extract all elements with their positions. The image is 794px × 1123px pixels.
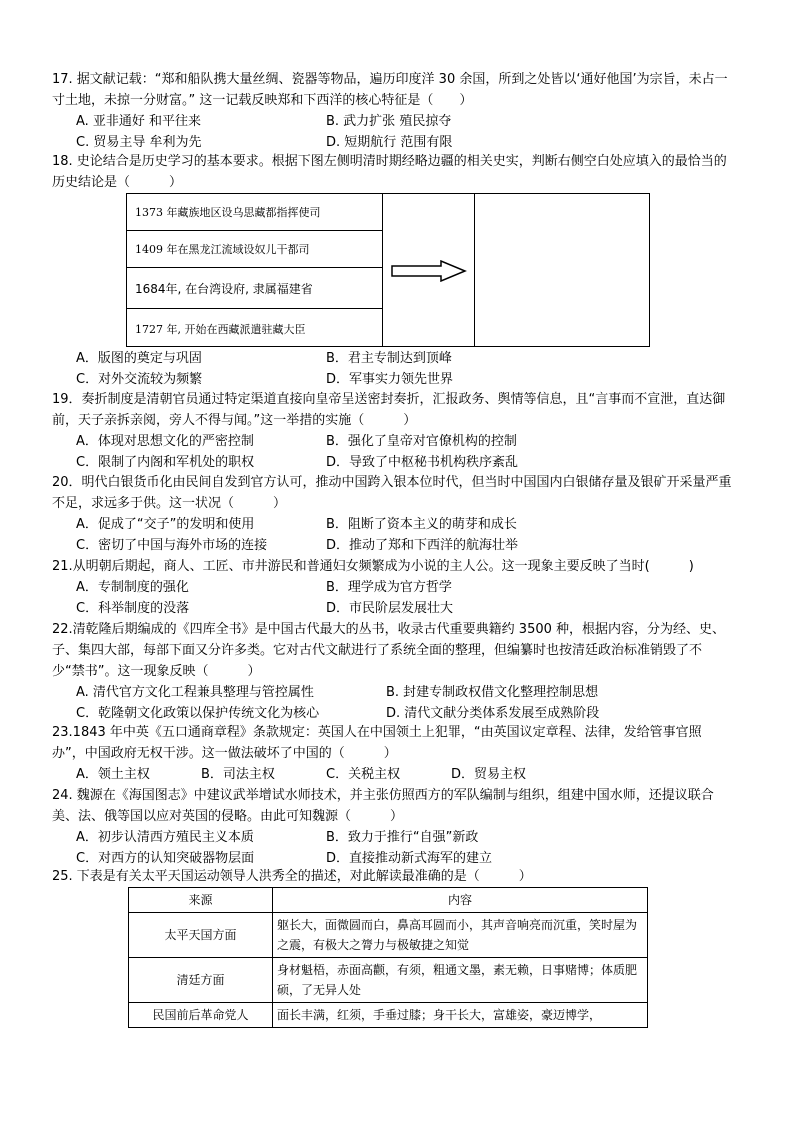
divider xyxy=(127,308,382,309)
question-stem: 19．奏折制度是清朝官员通过特定渠道直接向皇帝呈送密封奏折，汇报政务、舆情等信息，且“言事而不宣泄，直达御前，天子亲拆亲阅，旁人不得与闻。”这一举措的实施（ ） xyxy=(52,392,726,428)
option-list xyxy=(52,682,732,724)
option-list xyxy=(52,514,732,556)
question-stem: 20．明代白银货币化由民间自发到官方认可，推动中国跨入银本位时代，但当时中国国内白银储存量及银矿开采量严重不足，求远多于供。这一状况（ ） xyxy=(52,475,732,511)
question-24 xyxy=(52,785,732,869)
question-21 xyxy=(52,556,732,619)
question-stem: 18. 史论结合是历史学习的基本要求。根据下图左侧明清时期经略边疆的相关史实，判断右侧空白处应填入的最恰当的历史结论是（ ） xyxy=(52,154,727,190)
option-d: D. 清代文献分类体系发展至成熟阶段 xyxy=(386,706,600,721)
q25-table xyxy=(128,887,648,1028)
option-c: C. 贸易主导 牟利为先 xyxy=(76,135,202,150)
right-arrow-icon xyxy=(391,260,467,282)
option-d: D．军事实力领先世界 xyxy=(326,372,454,387)
option-d: D．推动了郑和下西洋的航海壮举 xyxy=(326,538,519,553)
table-row xyxy=(129,913,648,958)
option-a: A. 亚非通好 和平往来 xyxy=(76,114,202,129)
divider xyxy=(127,230,382,231)
option-list xyxy=(52,348,732,390)
option-c: C．对外交流较为频繁 xyxy=(76,372,203,387)
arrow-column xyxy=(383,194,475,346)
question-22 xyxy=(52,619,732,724)
option-list xyxy=(52,111,732,153)
conclusion-blank xyxy=(475,194,649,346)
option-a: A．版图的奠定与巩固 xyxy=(76,351,202,366)
option-d: D．贸易主权 xyxy=(451,767,527,782)
option-b: B．司法主权 xyxy=(201,767,275,782)
question-stem: 22.清乾隆后期编成的《四库全书》是中国古代最大的丛书，收录古代重要典籍约 3500 种，根据内容，分为经、史、子、集四大部，每部下面又分许多类。它对古代文献进行了系统全面的整理，但编纂时也按清廷政治标准销毁了不少“禁书”。这一现象反映（ ） xyxy=(52,622,726,679)
option-a: A．领土主权 xyxy=(76,767,150,782)
option-d: D. 短期航行 范围有限 xyxy=(326,135,453,150)
option-a: A．促成了“交子”的发明和使用 xyxy=(76,517,255,532)
content-cell: 躯长大，面微圆而白，鼻高耳圆而小，其声音响亮而沉重，笑时屋为之震，有极大之膂力与极敏捷之知觉 xyxy=(273,913,648,958)
fact-row: 1373 年藏族地区设乌思藏都指挥使司 xyxy=(135,206,321,219)
option-d: D．市民阶层发展壮大 xyxy=(326,601,454,616)
question-stem: 25. 下表是有关太平天国运动领导人洪秀全的描述，对此解读最准确的是（ ） xyxy=(52,869,532,884)
table-header-row xyxy=(129,888,648,913)
option-c: C．乾隆朝文化政策以保护传统文化为核心 xyxy=(76,706,320,721)
question-stem: 17. 据文献记载：“郑和船队携大量丝绸、瓷器等物品，遍历印度洋 30 余国，所到之处皆以‘通好他国’为宗旨，未占一寸土地，未掠一分财富。” 这一记载反映郑和下西洋的核心特征是（ ） xyxy=(52,72,728,108)
question-18 xyxy=(52,151,732,193)
question-stem: 23.1843 年中英《五口通商章程》条款规定：英国人在中国领土上犯罪，“由英国议定章程、法律，发给管事官照办”，中国政府无权干涉。这一做法破坏了中国的（ ） xyxy=(52,725,702,761)
table-header: 内容 xyxy=(273,888,648,913)
fact-row: 1409 年在黑龙江流域设奴儿干都司 xyxy=(135,243,310,256)
option-c: C．限制了内阁和军机处的职权 xyxy=(76,455,255,470)
fact-column xyxy=(127,194,383,346)
source-cell: 民国前后革命党人 xyxy=(129,1003,273,1028)
option-b: B. 封建专制政权借文化整理控制思想 xyxy=(386,685,599,700)
source-cell: 太平天国方面 xyxy=(129,913,273,958)
q18-figure xyxy=(126,193,650,347)
option-list xyxy=(52,764,732,785)
option-b: B．理学成为官方哲学 xyxy=(326,580,452,595)
question-18-options xyxy=(52,348,732,390)
option-list xyxy=(52,431,732,473)
option-b: B．致力于推行“自强”新政 xyxy=(326,830,479,845)
question-23 xyxy=(52,722,732,785)
option-b: B．阻断了资本主义的萌芽和成长 xyxy=(326,517,517,532)
fact-row: 1684年, 在台湾设府, 隶属福建省 xyxy=(135,282,313,296)
option-d: D．直接推动新式海军的建立 xyxy=(326,851,493,866)
source-cell: 清廷方面 xyxy=(129,958,273,1003)
fact-row: 1727 年, 开始在西藏派遣驻藏大臣 xyxy=(135,323,306,336)
table-row xyxy=(129,958,648,1003)
option-list xyxy=(52,827,732,869)
option-a: A. 清代官方文化工程兼具整理与管控属性 xyxy=(76,685,314,700)
question-17 xyxy=(52,69,732,153)
option-d: D．导致了中枢秘书机构秩序紊乱 xyxy=(326,455,519,470)
question-20 xyxy=(52,472,732,556)
question-stem: 24. 魏源在《海国图志》中建议武举增试水师技术，并主张仿照西方的军队编制与组织，组建中国水师，还提议联合美、法、俄等国以应对英国的侵略。由此可知魏源（ ） xyxy=(52,788,714,824)
table-header: 来源 xyxy=(129,888,273,913)
content-cell: 身材魁梧，赤面高颧，有须，粗通文墨，素无赖，日事赌博；体质肥硕，了无异人处 xyxy=(273,958,648,1003)
option-b: B. 武力扩张 殖民掠夺 xyxy=(326,114,452,129)
option-c: C．密切了中国与海外市场的连接 xyxy=(76,538,268,553)
question-19 xyxy=(52,389,732,473)
option-c: C．关税主权 xyxy=(326,767,401,782)
option-list xyxy=(52,577,732,619)
option-b: B．君主专制达到顶峰 xyxy=(326,351,452,366)
question-stem: 21.从明朝后期起，商人、工匠、市井游民和普通妇女频繁成为小说的主人公。这一现象主要反映了当时( ) xyxy=(52,559,694,574)
option-a: A．体现对思想文化的严密控制 xyxy=(76,434,254,449)
option-a: A．专制制度的强化 xyxy=(76,580,189,595)
option-c: C．科举制度的没落 xyxy=(76,601,190,616)
divider xyxy=(127,267,382,268)
question-25 xyxy=(52,866,732,887)
table-row xyxy=(129,1003,648,1028)
option-b: B．强化了皇帝对官僚机构的控制 xyxy=(326,434,517,449)
option-c: C．对西方的认知突破器物层面 xyxy=(76,851,255,866)
option-a: A．初步认清西方殖民主义本质 xyxy=(76,830,254,845)
content-cell: 面长丰满，红须，手垂过膝；身干长大，富雄姿，豪迈博学， xyxy=(273,1003,648,1028)
